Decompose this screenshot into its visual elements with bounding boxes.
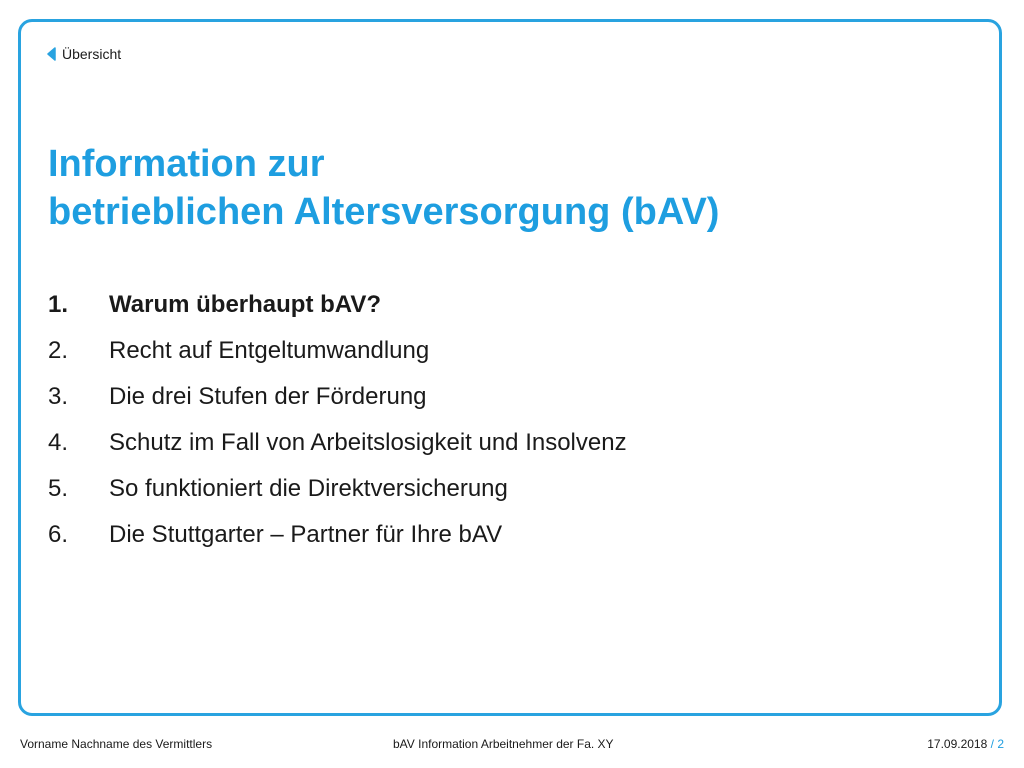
title-line-1: Information zur	[48, 143, 325, 185]
footer-date-page	[927, 737, 1004, 751]
agenda-list	[48, 290, 627, 566]
page-title	[48, 140, 719, 236]
agenda-item-label: Recht auf Entgeltumwandlung	[109, 337, 430, 364]
agenda-item-4[interactable]	[48, 428, 627, 474]
title-line-2: betrieblichen Altersversorgung (bAV)	[48, 191, 720, 233]
agenda-item-number: 3.	[48, 383, 69, 410]
footer-agent-name: Vorname Nachname des Vermittlers	[20, 737, 213, 751]
agenda-item-3[interactable]	[48, 382, 627, 428]
back-link-label: Übersicht	[62, 46, 122, 62]
agenda-item-label: Die Stuttgarter – Partner für Ihre bAV	[109, 521, 503, 548]
agenda-item-number: 5.	[48, 475, 69, 502]
footer-document-title: bAV Information Arbeitnehmer der Fa. XY	[393, 737, 614, 751]
agenda-item-2[interactable]	[48, 336, 627, 382]
agenda-item-6[interactable]	[48, 520, 627, 566]
footer-separator: /	[990, 737, 994, 751]
agenda-item-number: 1.	[48, 291, 69, 318]
agenda-item-number: 2.	[48, 337, 69, 364]
agenda-item-number: 4.	[48, 429, 69, 456]
back-to-overview-link[interactable]	[46, 46, 121, 62]
agenda-item-5[interactable]	[48, 474, 627, 520]
agenda-item-1[interactable]	[48, 290, 627, 336]
footer-date: 17.09.2018	[927, 737, 988, 751]
agenda-item-label: Die drei Stufen der Förderung	[109, 383, 427, 410]
agenda-item-number: 6.	[48, 521, 69, 548]
page-number: 2	[997, 737, 1004, 751]
agenda-item-label: Warum überhaupt bAV?	[109, 291, 381, 318]
agenda-item-label: Schutz im Fall von Arbeitslosigkeit und Insolvenz	[109, 429, 627, 456]
chevron-left-icon	[46, 47, 56, 61]
agenda-item-label: So funktioniert die Direktversicherung	[109, 475, 508, 502]
